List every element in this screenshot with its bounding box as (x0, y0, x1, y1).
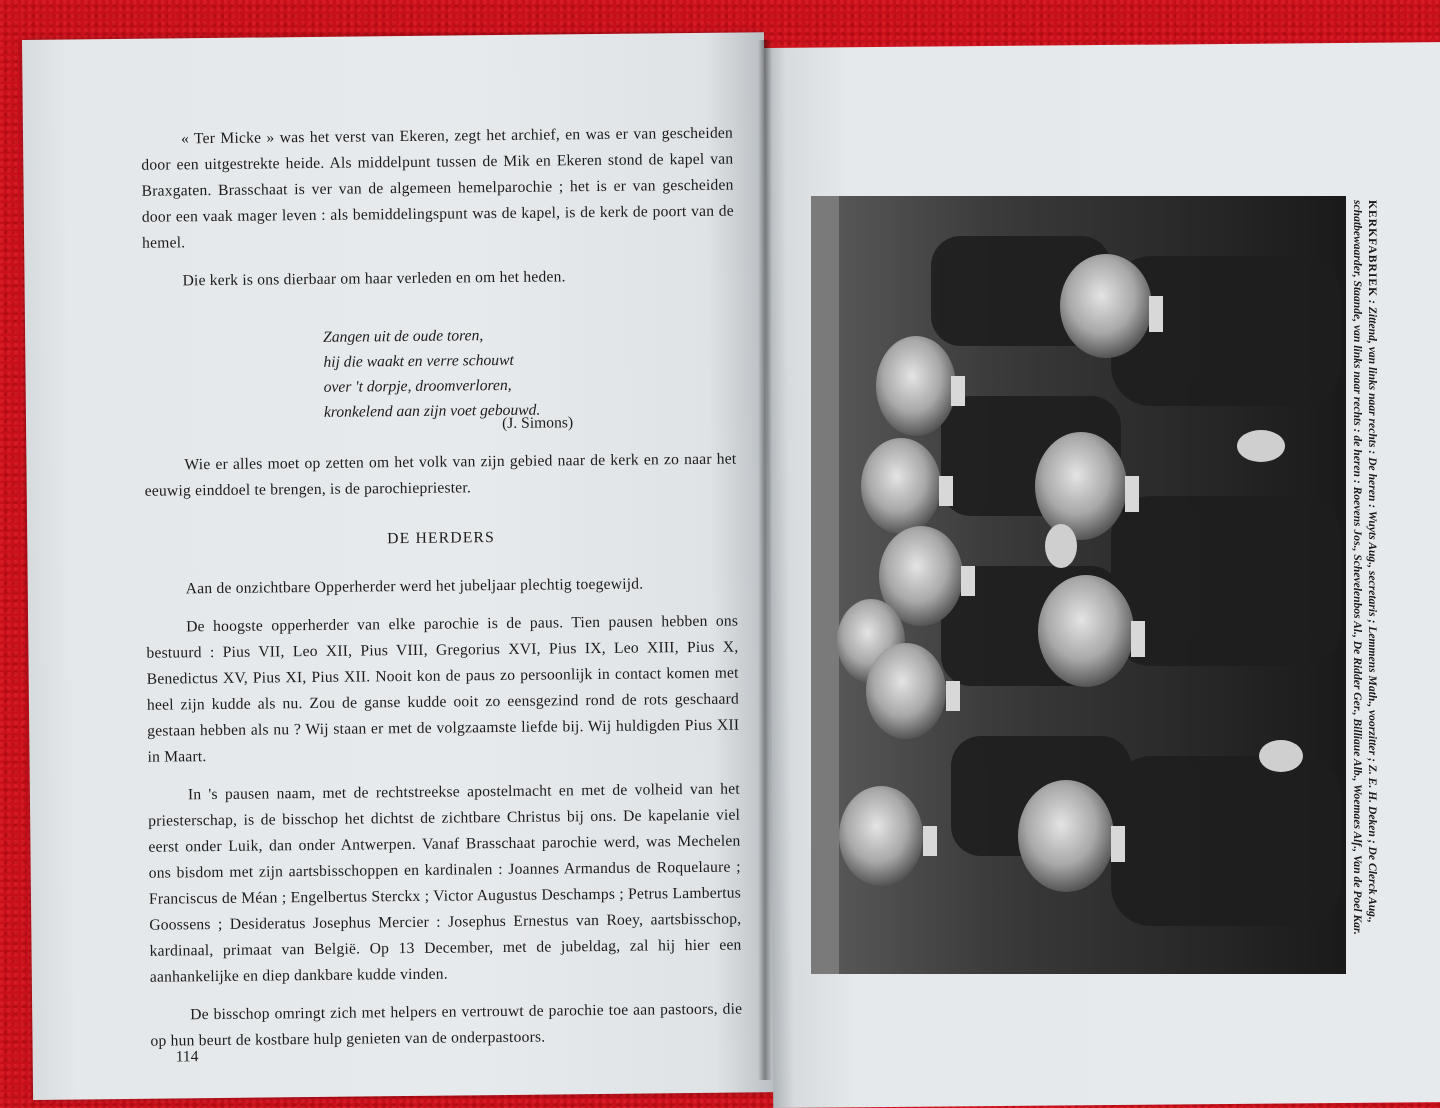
left-page (22, 32, 775, 1100)
paragraph-3: Wie er alles moet op zetten om het volk van zijn gebied naar de kerk en zo naar het eeuwig einddoel te brengen, is de parochiepriester. (144, 450, 737, 500)
paragraph-5: De hoogste opperherder van elke parochie is de paus. Tien pausen hebben ons bestuurd : Pius VII, Leo XII, Pius VIII, Gregorius XVI, Pius IX, Leo XIII, Pius X, Benedictus XV, Pius XI, Pius XII. Nooit kon de paus zo persoonlijk in contact komen met heel zijn kudde als nu. Zou de ganse kudde ooit zo eensgezind rond de rots geschaard gestaan hebben als nu ? Wij staan er met de volgzaamste liefde bij. Wij huldigden Pius XII in Maart. (146, 612, 740, 766)
poem-line-1: Zangen uit de oude toren, (323, 327, 484, 346)
photo-caption (1320, 200, 1380, 984)
poem-line-4: kronkelend aan zijn voet gebouwd. (323, 401, 541, 421)
caption-lead: KERKFABRIEK (1366, 200, 1379, 298)
paragraph-1: « Ter Micke » was het verst van Ekeren, zegt het archief, en was er van gescheiden door een uitgestrekte heide. Als middelpunt tussen de Mik en Ekeren stond de kapel van Braxgaten. Brasschaat is ver van de algemeen hemelparochie ; het is er van gescheiden door een vaak mager leven : als bemiddelingspunt was de kapel, is de kerk de poort van de hemel. (141, 124, 734, 252)
caption-text: : Zittend, van links naar rechts : De heren : Wuyts Aug., secretaris ; Lemmens Math., voorzitter ; Z. E. H. Deken ; De Clerck Aug., schatbewaarder, Staande, van links naar rechts : de heren : Roevens Jos., Schevelenbos Al., De Ridder Ger., Billiaue Alb., Woemaes Alf., Van de Poel Kar. (1351, 200, 1379, 935)
text-block-top (141, 121, 735, 307)
paragraph-7: De bisschop omringt zich met helpers en vertrouwt de parochie toe aan pastoors, die op hun beurt de kostbare hulp genieten van de onderpastoors. (150, 1000, 743, 1050)
text-block-middle (144, 447, 737, 517)
paragraph-6: In 's pausen naam, met de rechtstreekse apostelmacht en met de volheid van het priesterschap, is de bisschop het dichtst de zichtbare Christus bij ons. De kapelanie viel eerst onder Luik, dan onder Antwerpen. Vanaf Brasschaat parochie werd, was Mechelen ons bisdom met zijn aartsbisschoppen en kardinalen : Joannes Armandus de Roquelaure ; Franciscus de Méan ; Engelbertus Sterckx ; Victor Augustus Deschamps ; Petrus Lambertus Goossens ; Desideratus Josephus Mercier : Josephus Ernestus van Roey, aartsbisschop, kardinaal, primaat van België. Op 13 December, met de jubeldag, zal hij hier een aanhankelijke en diep dankbare kudde vinden. (148, 780, 742, 986)
poem (323, 323, 540, 425)
section-heading: DE HERDERS (387, 529, 496, 548)
paragraph-2: Die kerk is ons dierbaar om haar verleden en om het heden. (182, 268, 566, 290)
book-gutter (758, 40, 772, 1080)
group-photo-graphic (811, 196, 1346, 974)
poem-attribution: (J. Simons) (501, 414, 574, 432)
poem-line-2: hij die waakt en verre schouwt (323, 351, 514, 371)
text-block-bottom (146, 571, 743, 1067)
group-photo (811, 196, 1346, 974)
poem-line-3: over 't dorpje, droomverloren, (323, 376, 512, 396)
paragraph-4: Aan de onzichtbare Opperherder werd het jubeljaar plechtig toegewijd. (185, 575, 644, 598)
page-number: 114 (175, 1048, 199, 1066)
